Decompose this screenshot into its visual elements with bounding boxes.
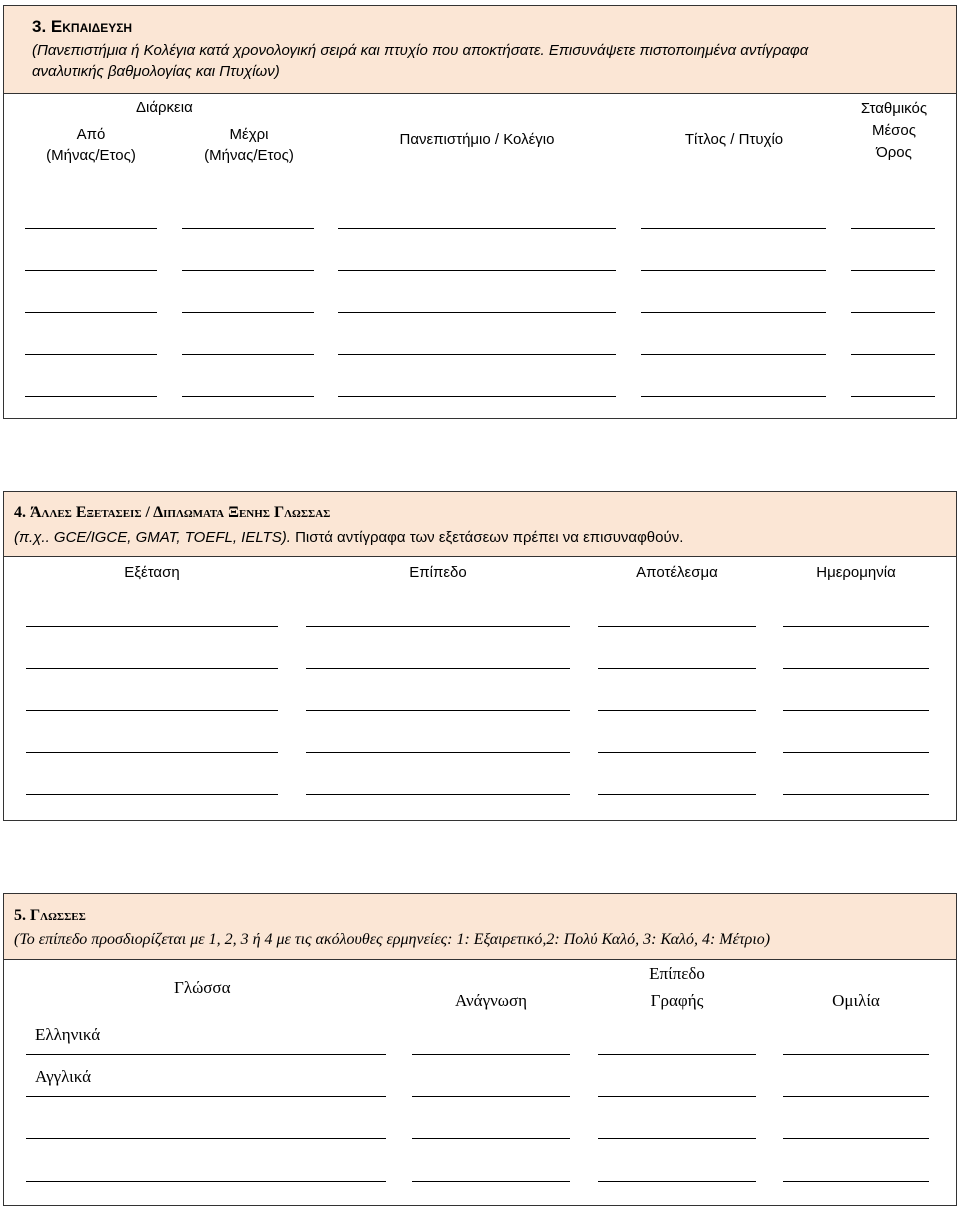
language-field[interactable] — [26, 1181, 386, 1182]
other-exams-note-copies: Πιστά αντίγραφα των εξετάσεων πρέπει να επισυναφθούν. — [290, 529, 684, 546]
languages-header — [4, 894, 956, 960]
from-field[interactable] — [25, 228, 157, 229]
exam-date-field[interactable] — [783, 668, 929, 669]
exam-result-field[interactable] — [598, 710, 756, 711]
exam-level-field[interactable] — [306, 752, 570, 753]
exam-field[interactable] — [26, 752, 278, 753]
degree-field[interactable] — [641, 270, 826, 271]
to-format: (Μήνας/Ετος) — [204, 147, 294, 164]
language-field[interactable] — [26, 1138, 386, 1139]
writing-field[interactable] — [598, 1181, 756, 1182]
degree-field[interactable] — [641, 396, 826, 397]
from-format: (Μήνας/Ετος) — [46, 147, 136, 164]
writing-column-header: Γραφής — [650, 991, 704, 1010]
section-title: Εκπαιδευση — [50, 17, 133, 36]
other-exams-title — [14, 504, 330, 522]
reading-field[interactable] — [412, 1096, 570, 1097]
from-field[interactable] — [25, 270, 157, 271]
writing-field[interactable] — [598, 1138, 756, 1139]
section-number: 3. — [32, 17, 47, 36]
exam-date-field[interactable] — [783, 752, 929, 753]
exam-result-field[interactable] — [598, 794, 756, 795]
speaking-field[interactable] — [783, 1054, 929, 1055]
speaking-field[interactable] — [783, 1096, 929, 1097]
to-column-header — [184, 124, 314, 166]
exam-date-field[interactable] — [783, 710, 929, 711]
university-field[interactable] — [338, 312, 616, 313]
speaking-column-header: Ομιλία — [832, 991, 880, 1010]
to-field[interactable] — [182, 228, 314, 229]
to-field[interactable] — [182, 354, 314, 355]
section-title: Άλλες Εξετασεις / Διπλωματα Ξενης Γλωσσας — [30, 504, 331, 521]
language-field[interactable] — [26, 1054, 386, 1055]
education-header — [4, 6, 956, 94]
education-note-line2: αναλυτικής βαθμολογίας και Πτυχίων) — [32, 63, 280, 80]
from-field[interactable] — [25, 312, 157, 313]
university-column-header: Πανεπιστήμιο / Κολέγιο — [399, 131, 555, 148]
other-exams-section — [3, 491, 957, 821]
exam-result-field[interactable] — [598, 752, 756, 753]
gpa-field[interactable] — [851, 396, 935, 397]
exam-level-field[interactable] — [306, 710, 570, 711]
exam-field[interactable] — [26, 626, 278, 627]
date-column-header: Ημερομηνία — [816, 564, 896, 581]
exam-level-field[interactable] — [306, 794, 570, 795]
gpa-field[interactable] — [851, 270, 935, 271]
exam-column-header: Εξέταση — [124, 564, 180, 581]
result-column-header: Αποτέλεσμα — [636, 564, 718, 581]
gpa-column-header — [844, 98, 944, 164]
section-number: 4. — [14, 504, 26, 521]
degree-field[interactable] — [641, 312, 826, 313]
reading-field[interactable] — [412, 1181, 570, 1182]
exam-level-field[interactable] — [306, 668, 570, 669]
languages-note: (Το επίπεδο προσδιορίζεται με 1, 2, 3 ή 4 με τις ακόλουθες ερμηνείες: 1: Εξαιρετικό,2: Πολύ Καλό, 3: Καλό, 4: Μέτριο) — [14, 931, 771, 948]
from-label: Από — [76, 126, 106, 143]
language-field[interactable] — [26, 1096, 386, 1097]
reading-field[interactable] — [412, 1054, 570, 1055]
reading-column-header: Ανάγνωση — [454, 991, 528, 1010]
writing-field[interactable] — [598, 1096, 756, 1097]
exam-result-field[interactable] — [598, 626, 756, 627]
exam-date-field[interactable] — [783, 626, 929, 627]
speaking-field[interactable] — [783, 1181, 929, 1182]
from-field[interactable] — [25, 396, 157, 397]
language-column-header: Γλώσσα — [174, 978, 231, 997]
other-exams-note-examples: (π.χ.. GCE/IGCE, GMAT, TOEFL, IELTS). — [14, 529, 291, 546]
gpa-field[interactable] — [851, 312, 935, 313]
to-label: Μέχρι — [229, 126, 269, 143]
level-group-header: Επίπεδο — [649, 964, 705, 983]
degree-column-header: Τίτλος / Πτυχίο — [684, 131, 784, 148]
language-name: Αγγλικά — [35, 1067, 92, 1086]
gpa-field[interactable] — [851, 228, 935, 229]
exam-field[interactable] — [26, 794, 278, 795]
exam-result-field[interactable] — [598, 668, 756, 669]
duration-label: Διάρκεια — [136, 99, 193, 116]
education-title — [32, 17, 132, 37]
languages-title — [14, 907, 86, 925]
university-field[interactable] — [338, 270, 616, 271]
to-field[interactable] — [182, 270, 314, 271]
university-field[interactable] — [338, 354, 616, 355]
education-section — [3, 5, 957, 419]
gpa-label-2: Μέσος — [871, 122, 916, 139]
writing-field[interactable] — [598, 1054, 756, 1055]
university-field[interactable] — [338, 396, 616, 397]
other-exams-header — [4, 492, 956, 557]
reading-field[interactable] — [412, 1138, 570, 1139]
gpa-field[interactable] — [851, 354, 935, 355]
from-column-header — [26, 124, 156, 166]
exam-field[interactable] — [26, 668, 278, 669]
from-field[interactable] — [25, 354, 157, 355]
university-field[interactable] — [338, 228, 616, 229]
degree-field[interactable] — [641, 228, 826, 229]
exam-date-field[interactable] — [783, 794, 929, 795]
section-number: 5. — [14, 907, 26, 924]
languages-section — [3, 893, 957, 1206]
section-title: Γλωσσες — [30, 907, 86, 924]
gpa-label-1: Σταθμικός — [860, 100, 928, 117]
level-column-header: Επίπεδο — [409, 564, 467, 581]
exam-field[interactable] — [26, 710, 278, 711]
language-name: Ελληνικά — [35, 1025, 101, 1044]
exam-level-field[interactable] — [306, 626, 570, 627]
to-field[interactable] — [182, 396, 314, 397]
other-exams-note — [14, 529, 683, 546]
speaking-field[interactable] — [783, 1138, 929, 1139]
gpa-label-3: Όρος — [876, 144, 912, 161]
education-note-line1: (Πανεπιστήμια ή Κολέγια κατά χρονολογική σειρά και πτυχίο που αποκτήσατε. Επισυνάψετε πιστοποιημένα αντίγραφα — [32, 42, 809, 59]
degree-field[interactable] — [641, 354, 826, 355]
to-field[interactable] — [182, 312, 314, 313]
